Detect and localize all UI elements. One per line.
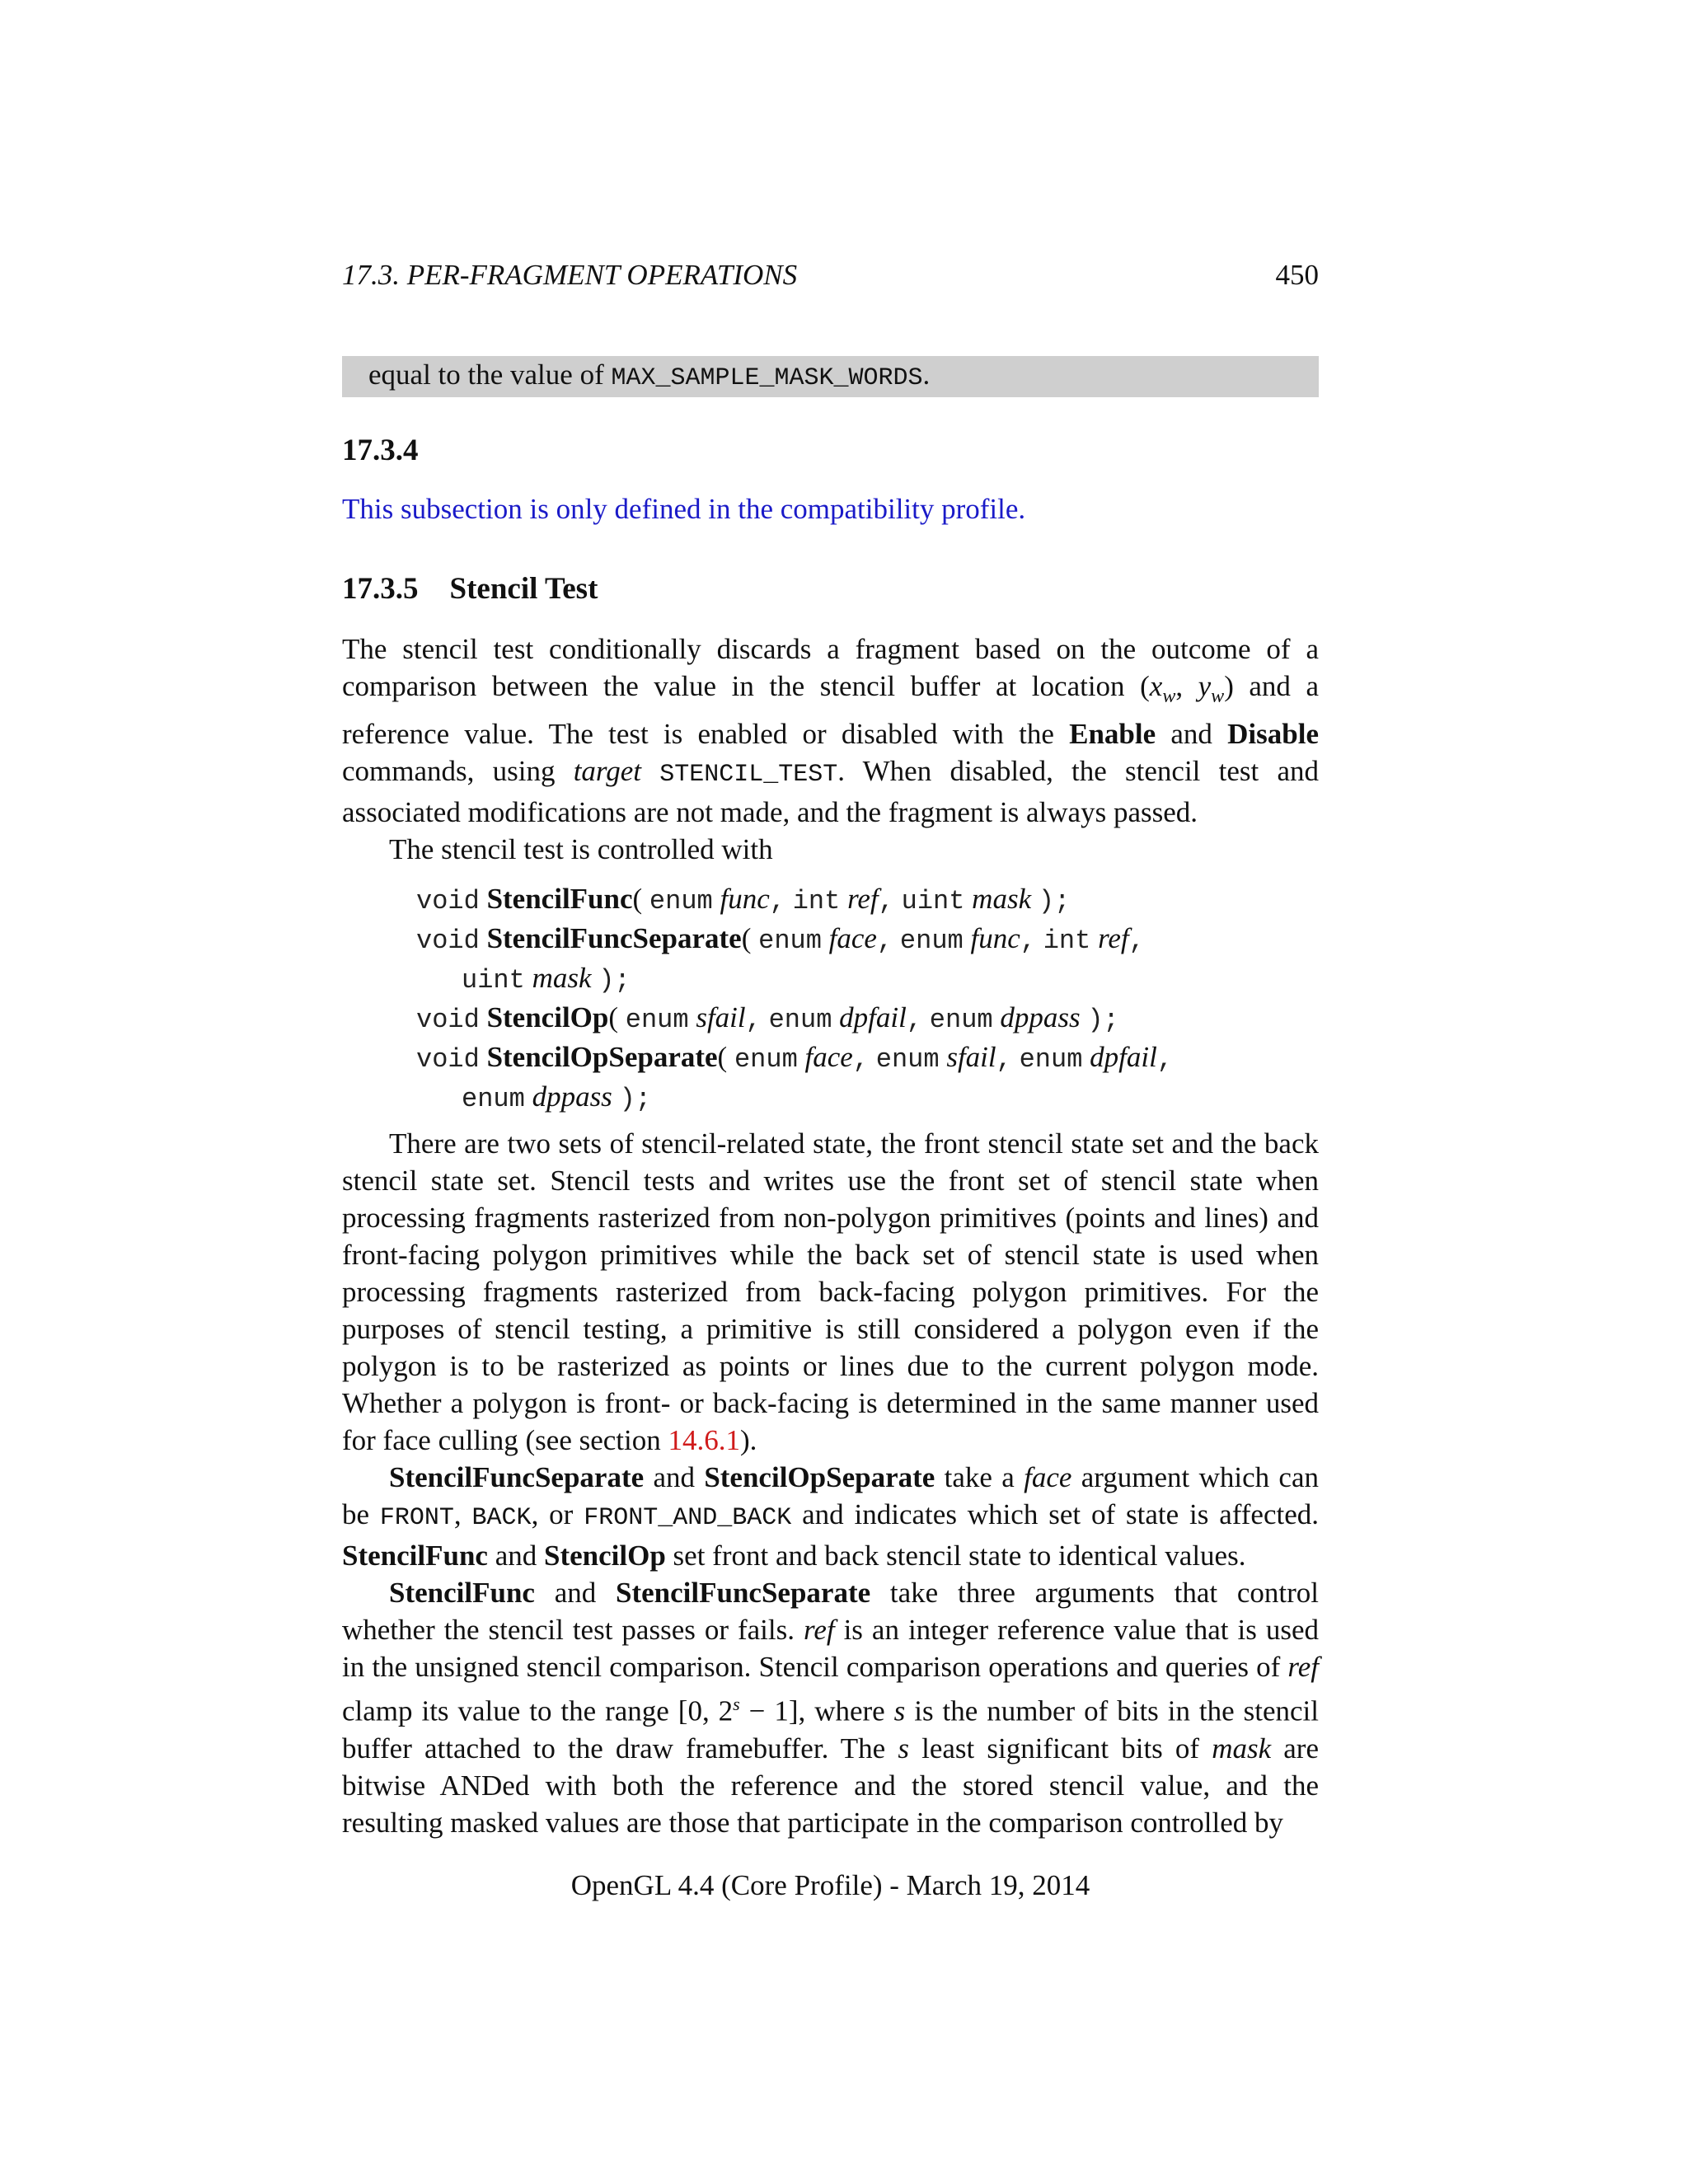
running-header bbox=[342, 257, 1319, 293]
math-sub-w: w bbox=[1162, 686, 1176, 707]
prototype-stencilop: void StencilOp( enum sfail, enum dpfail, enum dppass ); bbox=[416, 1001, 1119, 1035]
page-number: 450 bbox=[1275, 259, 1319, 291]
prototype-stencilfuncseparate-cont: uint mask ); bbox=[462, 962, 631, 996]
p3-text-2: ). bbox=[740, 1424, 757, 1456]
enable-command: Enable bbox=[1069, 718, 1156, 750]
shaded-continuation-box bbox=[342, 356, 1319, 397]
stencilfuncseparate-name: StencilFuncSeparate bbox=[486, 922, 742, 954]
prototype-stencilfuncseparate: void StencilFuncSeparate( enum face, enum func, int ref, bbox=[416, 922, 1145, 956]
back-const: BACK bbox=[471, 1504, 532, 1532]
stencilopseparate-name: StencilOpSeparate bbox=[486, 1041, 718, 1073]
math-x: x bbox=[1149, 670, 1163, 702]
range-math: [0, 2 bbox=[678, 1694, 734, 1727]
p1-text-4: . When disabled, the stencil test and associated modifications are not made, and the fragment is always passed. bbox=[342, 755, 1320, 828]
front-const: FRONT bbox=[379, 1504, 454, 1532]
stencil-test-const: STENCIL_TEST bbox=[659, 761, 838, 789]
paragraph-4: StencilFuncSeparate and StencilOpSeparate take a face argument which can be FRONT, BACK, or FRONT_AND_BACK and indicates which set of state is affected. StencilFunc and StencilOp set front and back stencil state to identical values. bbox=[342, 1461, 1319, 1572]
p1-text-1: The stencil test conditionally discards a fragment based on the outcome of a comparison between the value in the stencil buffer at location ( bbox=[342, 633, 1319, 702]
section-17-3-5-title: Stencil Test bbox=[449, 572, 598, 606]
p1-comma: , bbox=[1175, 670, 1198, 702]
max-sample-mask-words-const: MAX_SAMPLE_MASK_WORDS bbox=[611, 364, 923, 392]
running-header-section: 17.3. PER-FRAGMENT OPERATIONS bbox=[342, 259, 798, 291]
math-sub-w-2: w bbox=[1211, 686, 1225, 707]
compatibility-profile-note[interactable]: This subsection is only defined in the compatibility profile. bbox=[342, 493, 1026, 525]
section-link-14-6-1[interactable]: 14.6.1 bbox=[668, 1424, 741, 1456]
section-17-3-4-number: 17.3.4 bbox=[342, 434, 419, 467]
math-y: y bbox=[1198, 670, 1212, 702]
p1-text-3: commands, using bbox=[342, 755, 574, 787]
paragraph-2: The stencil test is controlled with bbox=[389, 833, 773, 865]
p3-text-1: There are two sets of stencil-related state, the front stencil state set and the back stencil state set. Stencil tests and writes use the front set of stencil state when processing fragments rasterized from non-polygon primitives (points and lines) and front-facing polygon primitives while the back set of stencil state is used when processing fragments rasterized from back-facing polygon primitives. For the purposes of stencil testing, a primitive is still considered a polygon even if the polygon is to be rasterized as points or lines due to the current polygon mode. Whether a polygon is front- or back-facing is determined in the same manner used for face culling (see section bbox=[342, 1127, 1319, 1456]
disable-command: Disable bbox=[1227, 718, 1319, 750]
stencilop-name: StencilOp bbox=[486, 1001, 609, 1033]
p1-and: and bbox=[1156, 718, 1228, 750]
page-footer: OpenGL 4.4 (Core Profile) - March 19, 2014 bbox=[570, 1869, 1090, 1901]
prototype-stencilfunc: void StencilFunc( enum func, int ref, uint mask ); bbox=[416, 883, 1071, 916]
p1-text-2: ) and a reference value. The test is enabled or disabled with the bbox=[342, 670, 1319, 750]
target-param: target bbox=[573, 755, 642, 787]
stencil-state-text bbox=[342, 1125, 1319, 1841]
paragraph-5: StencilFunc and StencilFuncSeparate take three arguments that control whether the stencil test passes or fails. ref is an integer reference value that is used in the unsigned stencil comparison. Stencil comparison operations and queries of ref clamp its value to the range [0, $2^s - 1$], where s is the number of bits in the stencil buffer attached to the draw framebuffer. The s least significant bits of mask are bitwise ANDed with both the reference and the stored stencil value, and the resulting masked values are those that participate in the comparison controlled by bbox=[342, 1577, 1320, 1839]
p1-space bbox=[641, 755, 659, 787]
shaded-text: equal to the value of bbox=[368, 359, 612, 391]
paragraph-3 bbox=[342, 1125, 1319, 1459]
section-17-3-4-heading bbox=[342, 432, 419, 470]
section-17-3-5-heading bbox=[342, 570, 598, 608]
stencil-intro bbox=[342, 630, 1319, 868]
prototype-stencilopseparate: void StencilOpSeparate( enum face, enum sfail, enum dpfail, bbox=[416, 1041, 1174, 1075]
section-17-3-5-number: 17.3.5 bbox=[342, 572, 419, 606]
function-prototypes bbox=[416, 880, 1173, 1118]
prototype-stencilopseparate-cont: enum dppass ); bbox=[462, 1080, 651, 1114]
front-and-back-const: FRONT_AND_BACK bbox=[584, 1504, 792, 1532]
shaded-suffix: . bbox=[922, 359, 931, 391]
paragraph-1 bbox=[342, 630, 1319, 831]
stencilfunc-name: StencilFunc bbox=[486, 883, 633, 915]
